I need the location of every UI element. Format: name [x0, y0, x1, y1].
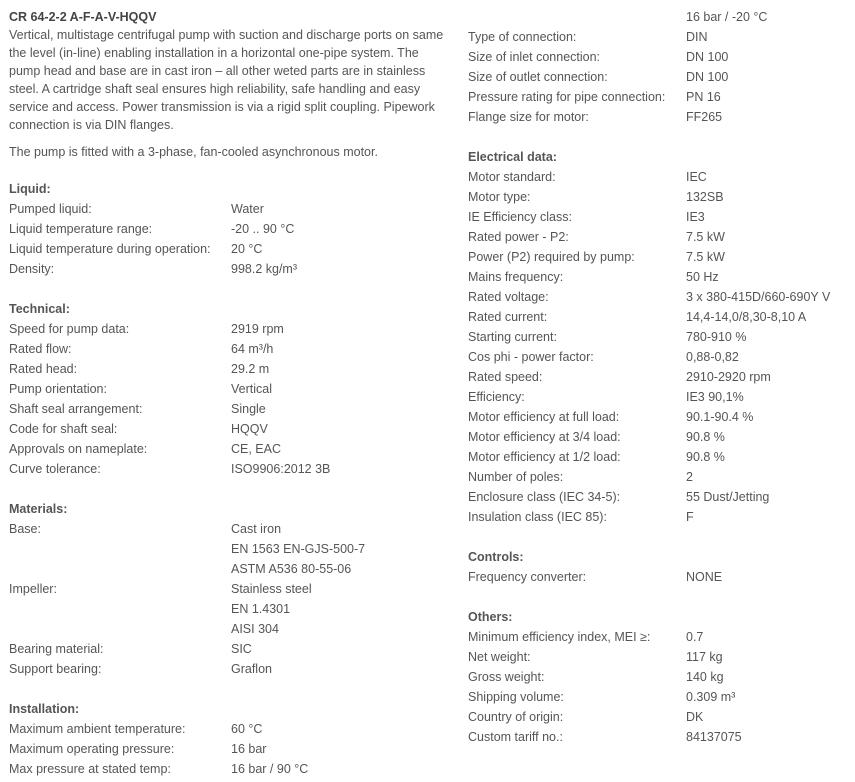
- spec-row: [468, 247, 853, 267]
- spec-label: Code for shaft seal:: [9, 422, 118, 436]
- spec-row: [9, 219, 449, 239]
- spec-label: IE Efficiency class:: [468, 210, 572, 224]
- spec-label: Maximum ambient temperature:: [9, 722, 186, 736]
- spec-label: Rated voltage:: [468, 290, 549, 304]
- section-title: Controls:: [468, 550, 524, 564]
- spec-values: [231, 259, 297, 279]
- spec-values: [231, 759, 308, 779]
- spec-values: [231, 219, 294, 239]
- spec-values: [686, 287, 830, 307]
- spec-values: [686, 207, 705, 227]
- spec-values: [231, 459, 330, 479]
- spec-label: Pressure rating for pipe connection:: [468, 90, 666, 104]
- spec-values: [686, 7, 767, 27]
- spec-label: Base:: [9, 522, 41, 536]
- spec-values: [686, 727, 742, 747]
- spec-value: 2: [686, 470, 693, 484]
- spec-row: [468, 67, 853, 87]
- spec-label: Rated current:: [468, 310, 548, 324]
- spec-values: [686, 367, 771, 387]
- spec-values: [686, 507, 694, 527]
- spec-label: Custom tariff no.:: [468, 730, 563, 744]
- spec-values: [231, 379, 272, 399]
- right-spec-sections: [468, 127, 853, 747]
- spec-label: Country of origin:: [468, 710, 564, 724]
- spec-value: SIC: [231, 642, 252, 656]
- spec-row: [9, 239, 449, 259]
- spec-value: 55 Dust/Jetting: [686, 490, 770, 504]
- section-title: Others:: [468, 610, 513, 624]
- spec-label: Liquid temperature range:: [9, 222, 153, 236]
- spec-values: [686, 327, 746, 347]
- spec-row: [468, 327, 853, 347]
- spec-row: [468, 347, 853, 367]
- spec-values: [231, 659, 272, 679]
- spec-label: Size of inlet connection:: [468, 50, 601, 64]
- spec-row: [468, 447, 853, 467]
- spec-label: Rated flow:: [9, 342, 72, 356]
- spec-row: [468, 647, 853, 667]
- section-title: Liquid:: [9, 182, 51, 196]
- spec-value: Vertical: [231, 382, 272, 396]
- spec-row: [9, 579, 449, 639]
- spec-value: 2910-2920 rpm: [686, 370, 771, 384]
- spec-label: Type of connection:: [468, 30, 577, 44]
- spec-row: [9, 319, 449, 339]
- spec-values: [231, 519, 365, 579]
- spec-row: [468, 187, 853, 207]
- spec-label: Flange size for motor:: [468, 110, 589, 124]
- spec-value: 50 Hz: [686, 270, 719, 284]
- spec-value: ASTM A536 80-55-06: [231, 562, 352, 576]
- spec-row: [468, 507, 853, 527]
- spec-label: Cos phi - power factor:: [468, 350, 594, 364]
- spec-value: 16 bar: [231, 742, 267, 756]
- spec-row: [9, 719, 449, 739]
- spec-value: 29.2 m: [231, 362, 270, 376]
- spec-values: [231, 359, 269, 379]
- spec-label: Pumped liquid:: [9, 202, 92, 216]
- spec-value: 64 m³/h: [231, 342, 274, 356]
- spec-value: AISI 304: [231, 622, 279, 636]
- spec-label: Curve tolerance:: [9, 462, 101, 476]
- section-materials: [9, 499, 449, 679]
- spec-value: ISO9906:2012 3B: [231, 462, 331, 476]
- spec-label: Rated head:: [9, 362, 78, 376]
- spec-values: [686, 627, 703, 647]
- spec-label: Liquid temperature during operation:: [9, 242, 211, 256]
- spec-values: [231, 439, 281, 459]
- spec-value: F: [686, 510, 694, 524]
- spec-label: Insulation class (IEC 85):: [468, 510, 607, 524]
- right-continued-rows: [468, 7, 853, 127]
- spec-row: [9, 399, 449, 419]
- spec-label: Starting current:: [468, 330, 557, 344]
- spec-row: [468, 627, 853, 647]
- section-liquid: [9, 179, 449, 279]
- section-spacer: [468, 127, 853, 147]
- spec-row: [468, 427, 853, 447]
- spec-row: [9, 419, 449, 439]
- spec-label: Impeller:: [9, 582, 57, 596]
- spec-values: [231, 319, 284, 339]
- spec-value: EN 1563 EN-GJS-500-7: [231, 542, 366, 556]
- spec-values: [686, 427, 725, 447]
- spec-row: [468, 407, 853, 427]
- spec-values: [686, 187, 724, 207]
- spec-value: 20 °C: [231, 242, 263, 256]
- spec-value: 90.8 %: [686, 430, 725, 444]
- spec-label: Speed for pump data:: [9, 322, 130, 336]
- spec-row: [468, 367, 853, 387]
- spec-values: [686, 267, 719, 287]
- spec-label: Size of outlet connection:: [468, 70, 608, 84]
- section-spacer: [9, 161, 449, 179]
- spec-value: 140 kg: [686, 670, 724, 684]
- spec-value: 16 bar / -20 °C: [686, 10, 768, 24]
- spec-label: Motor standard:: [468, 170, 556, 184]
- spec-values: [231, 199, 264, 219]
- spec-value: 117 kg: [686, 650, 723, 664]
- spec-values: [231, 739, 266, 759]
- spec-value: 0,88-0,82: [686, 350, 739, 364]
- right-column: [468, 0, 853, 747]
- spec-values: [686, 487, 769, 507]
- spec-value: Single: [231, 402, 266, 416]
- spec-values: [686, 707, 703, 727]
- spec-row: [468, 387, 853, 407]
- spec-values: [686, 667, 724, 687]
- spec-value: 90.8 %: [686, 450, 725, 464]
- spec-value: 16 bar / 90 °C: [231, 762, 309, 776]
- spec-row: [468, 267, 853, 287]
- spec-row: [9, 739, 449, 759]
- description-paragraph: Vertical, multistage centrifugal pump with suction and discharge ports on same the level (in-line) enabling installation in a horizontal one-pipe system. The pump head and base are in cast iron – all other weted parts are in stainless steel. A cartridge shaft seal ensures high reliability, safe handling and easy service and access. Power transmission is via a rigid split coupling. Pipework connection is via DIN flanges.: [9, 28, 444, 132]
- spec-value: 0.309 m³: [686, 690, 736, 704]
- spec-value: Cast iron: [231, 522, 282, 536]
- spec-value: 7.5 kW: [686, 250, 725, 264]
- spec-value: 60 °C: [231, 722, 263, 736]
- spec-label: Motor efficiency at 1/2 load:: [468, 450, 621, 464]
- section-spacer: [9, 679, 449, 699]
- spec-values: [231, 579, 312, 639]
- spec-value: 90.1-90.4 %: [686, 410, 754, 424]
- spec-values: [686, 47, 728, 67]
- spec-row: [468, 167, 853, 187]
- spec-value: 0.7: [686, 630, 704, 644]
- spec-row: [9, 459, 449, 479]
- spec-label: Support bearing:: [9, 662, 102, 676]
- spec-label: Rated power - P2:: [468, 230, 569, 244]
- spec-label: Enclosure class (IEC 34-5):: [468, 490, 621, 504]
- spec-row: [468, 487, 853, 507]
- spec-label: Frequency converter:: [468, 570, 587, 584]
- spec-row: [468, 567, 853, 587]
- spec-row: [9, 759, 449, 779]
- spec-values: [686, 407, 753, 427]
- spec-row: [468, 687, 853, 707]
- spec-value: IE3 90,1%: [686, 390, 744, 404]
- spec-label: Net weight:: [468, 650, 531, 664]
- spec-values: [686, 87, 721, 107]
- spec-row: [468, 87, 853, 107]
- spec-values: [686, 647, 723, 667]
- spec-row: [468, 7, 853, 27]
- spec-value: DK: [686, 710, 704, 724]
- section-title: Materials:: [9, 502, 68, 516]
- section-title: Electrical data:: [468, 150, 557, 164]
- spec-row: [9, 259, 449, 279]
- spec-values: [686, 387, 744, 407]
- section-spacer: [9, 479, 449, 499]
- spec-values: [231, 639, 252, 659]
- spec-value: DN 100: [686, 70, 729, 84]
- spec-row: [468, 667, 853, 687]
- spec-label: Shaft seal arrangement:: [9, 402, 143, 416]
- spec-values: [686, 227, 725, 247]
- spec-values: [686, 687, 735, 707]
- product-description: [9, 26, 449, 161]
- spec-label: Rated speed:: [468, 370, 543, 384]
- section-spacer: [468, 587, 853, 607]
- spec-values: [686, 447, 725, 467]
- spec-values: [686, 107, 722, 127]
- spec-value: FF265: [686, 110, 723, 124]
- spec-values: [686, 67, 728, 87]
- spec-value: Water: [231, 202, 264, 216]
- spec-row: [9, 439, 449, 459]
- spec-values: [686, 347, 739, 367]
- spec-label: Minimum efficiency index, MEI ≥:: [468, 630, 651, 644]
- spec-label: Maximum operating pressure:: [9, 742, 175, 756]
- spec-label: Motor type:: [468, 190, 531, 204]
- spec-label: Gross weight:: [468, 670, 545, 684]
- spec-label: Mains frequency:: [468, 270, 564, 284]
- spec-value: 7.5 kW: [686, 230, 725, 244]
- spec-values: [686, 247, 725, 267]
- spec-row: [468, 467, 853, 487]
- spec-label: Number of poles:: [468, 470, 564, 484]
- spec-value: DIN: [686, 30, 708, 44]
- spec-values: [686, 467, 693, 487]
- spec-value: 998.2 kg/m³: [231, 262, 298, 276]
- spec-value: PN 16: [686, 90, 721, 104]
- spec-label: [468, 7, 686, 27]
- spec-value: Stainless steel: [231, 582, 312, 596]
- spec-row: [468, 107, 853, 127]
- spec-values: [231, 419, 268, 439]
- spec-values: [231, 719, 262, 739]
- description-paragraph: The pump is fitted with a 3-phase, fan-cooled asynchronous motor.: [9, 145, 378, 159]
- spec-row: [9, 359, 449, 379]
- spec-row: [468, 727, 853, 747]
- left-spec-sections: [9, 161, 449, 779]
- spec-value: HQQV: [231, 422, 268, 436]
- spec-label: Pump orientation:: [9, 382, 107, 396]
- spec-value: -20 .. 90 °C: [231, 222, 295, 236]
- section-controls: [468, 547, 853, 587]
- spec-row: [9, 199, 449, 219]
- spec-row: [9, 379, 449, 399]
- spec-row: [468, 707, 853, 727]
- spec-row: [9, 659, 449, 679]
- spec-row: [9, 639, 449, 659]
- spec-values: [231, 399, 266, 419]
- spec-row: [468, 307, 853, 327]
- spec-value: DN 100: [686, 50, 729, 64]
- spec-value: CE, EAC: [231, 442, 282, 456]
- spec-value: 780-910 %: [686, 330, 747, 344]
- spec-values: [231, 239, 262, 259]
- section-others: [468, 607, 853, 747]
- spec-row: [468, 227, 853, 247]
- product-title: CR 64-2-2 A-F-A-V-HQQV: [9, 10, 157, 24]
- spec-value: 2919 rpm: [231, 322, 284, 336]
- spec-label: Max pressure at stated temp:: [9, 762, 171, 776]
- section-spacer: [468, 527, 853, 547]
- spec-label: Density:: [9, 262, 55, 276]
- spec-label: Motor efficiency at full load:: [468, 410, 620, 424]
- section-installation: [9, 699, 449, 779]
- spec-label: Motor efficiency at 3/4 load:: [468, 430, 621, 444]
- spec-value: EN 1.4301: [231, 602, 291, 616]
- spec-value: 14,4-14,0/8,30-8,10 A: [686, 310, 807, 324]
- spec-row: [468, 27, 853, 47]
- spec-value: 132SB: [686, 190, 724, 204]
- section-title: Technical:: [9, 302, 70, 316]
- spec-values: [686, 167, 707, 187]
- section-electrical-data: [468, 147, 853, 527]
- spec-label: Bearing material:: [9, 642, 104, 656]
- spec-value: Graflon: [231, 662, 272, 676]
- spec-row: [468, 47, 853, 67]
- spec-value: IEC: [686, 170, 707, 184]
- spec-row: [468, 287, 853, 307]
- spec-row: [9, 339, 449, 359]
- spec-values: [686, 307, 806, 327]
- section-technical: [9, 299, 449, 479]
- section-title: Installation:: [9, 702, 80, 716]
- spec-value: NONE: [686, 570, 723, 584]
- spec-label: Approvals on nameplate:: [9, 442, 148, 456]
- spec-value: 3 x 380-415D/660-690Y V: [686, 290, 831, 304]
- section-spacer: [9, 279, 449, 299]
- spec-row: [468, 207, 853, 227]
- spec-label: Power (P2) required by pump:: [468, 250, 635, 264]
- spec-label: Shipping volume:: [468, 690, 564, 704]
- spec-values: [686, 567, 722, 587]
- spec-row: [9, 519, 449, 579]
- spec-values: [231, 339, 273, 359]
- spec-value: 84137075: [686, 730, 742, 744]
- spec-value: IE3: [686, 210, 705, 224]
- left-column: [9, 0, 449, 779]
- spec-values: [686, 27, 708, 47]
- spec-label: Efficiency:: [468, 390, 525, 404]
